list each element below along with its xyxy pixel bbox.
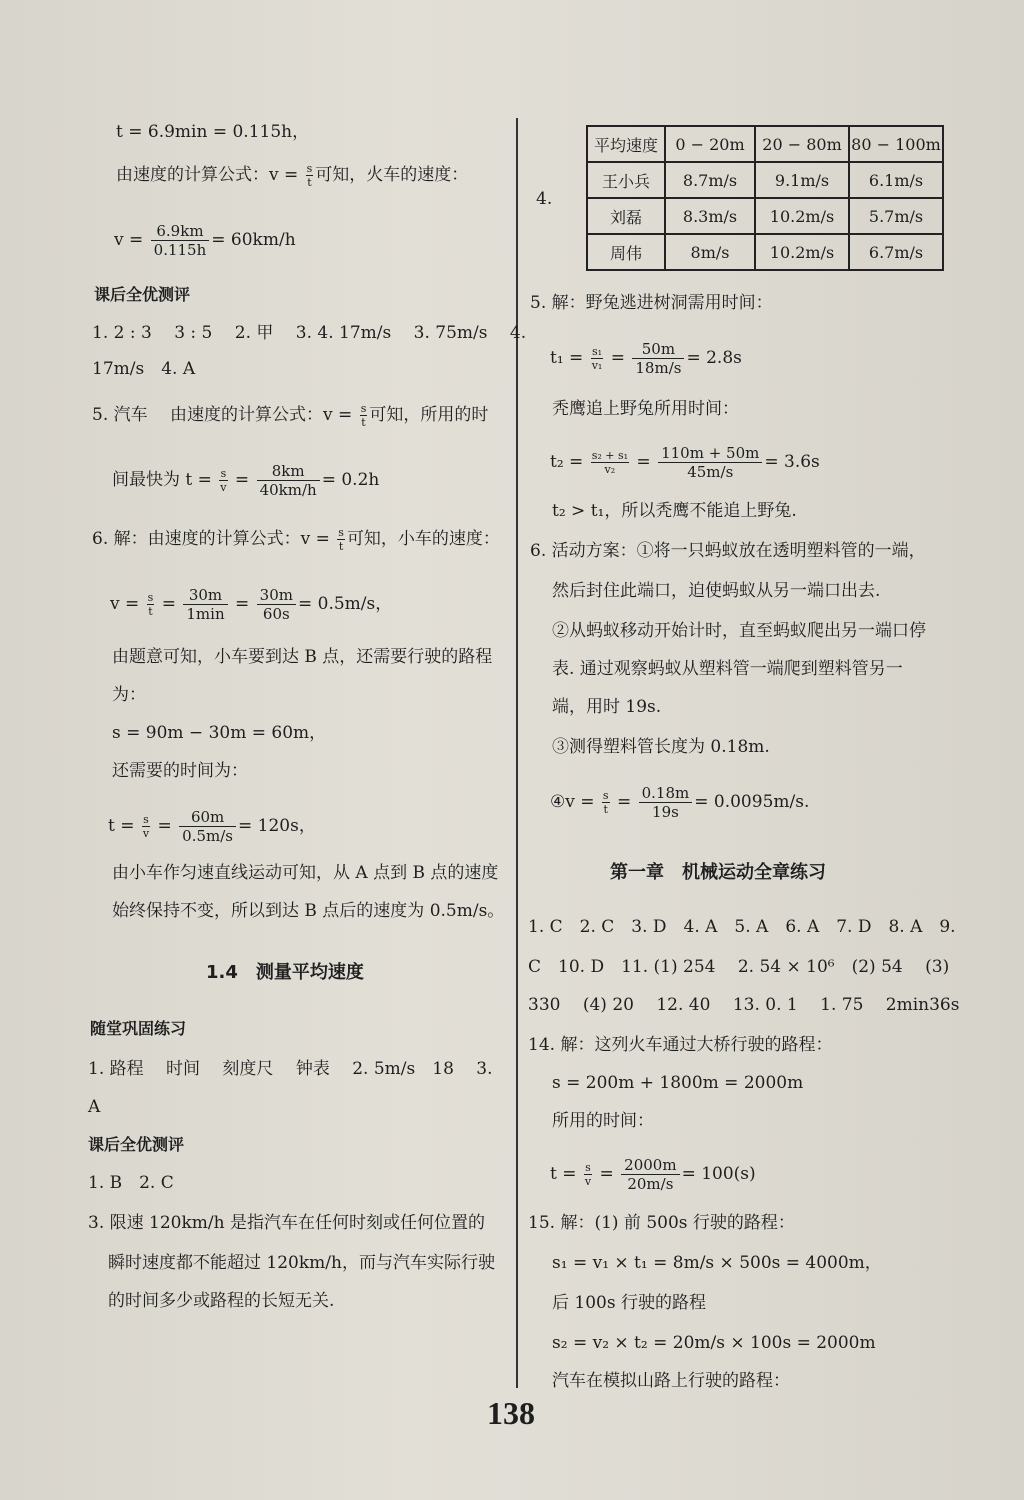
text-line: 表. 通过观察蚂蚁从塑料管一端爬到塑料管另一: [552, 659, 903, 679]
line: t = 6.9min = 0.115h，: [116, 122, 310, 142]
table-row: [587, 234, 943, 270]
fraction: $\frac{30m}{60s}$: [257, 586, 296, 623]
fraction: $\frac{\text{s₂ + s₁}}{\text{v₂}}$: [591, 449, 629, 476]
formula-line: 5. 汽车 由速度的计算公式：v = $\frac{s}{t}$ 可知，所用的时: [92, 402, 489, 429]
formula-line: v = $\frac{6.9km}{0.115h}$ = 60km/h: [114, 222, 296, 259]
formula-line: 间最快为 t = $\frac{s}{v}$ = $\frac{8km}{40km/h}$ = 0.2h: [112, 462, 380, 499]
text-line: ③测得塑料管长度为 0.18m.: [552, 737, 770, 757]
text-line: s₁ = v₁ × t₁ = 8m/s × 500s = 4000m，: [552, 1253, 882, 1273]
fraction: $\frac{\text{s₁}}{\text{v₁}}$: [591, 345, 603, 372]
question-number: 4.: [536, 189, 553, 209]
formula-line: [116, 162, 468, 189]
page-number: 138: [487, 1395, 535, 1431]
fraction: $\frac{50m}{18m/s}$: [632, 340, 684, 377]
formula-line: 6. 解：由速度的计算公式：v = $\frac{s}{t}$ 可知，小车的速度：: [92, 526, 500, 553]
text-line: 端，用时 19s.: [552, 697, 662, 717]
text-line: ②从蚂蚁移动开始计时，直至蚂蚁爬出另一端口停: [552, 621, 926, 641]
text-line: s = 200m + 1800m = 2000m: [552, 1073, 804, 1093]
table-cell: 5.7m/s: [849, 198, 943, 234]
text-line: 所用的时间：: [552, 1111, 654, 1131]
section-label: 课后全优测评: [88, 1135, 185, 1154]
text-line: 15. 解：(1) 前 500s 行驶的路程：: [528, 1213, 795, 1233]
chapter-heading: 第一章 机械运动全章练习: [610, 862, 826, 883]
fraction: $\frac{s}{v}$: [220, 467, 227, 494]
answer-line: A: [88, 1097, 101, 1117]
fraction: $\frac{6.9km}{0.115h}$: [151, 222, 210, 259]
fraction: $\frac{s}{t}$: [360, 402, 367, 429]
fraction: $\frac{s}{t}$: [147, 591, 154, 618]
table-cell: 周伟: [587, 234, 665, 270]
table-cell: 王小兵: [587, 162, 665, 198]
text-line: s₂ = v₂ × t₂ = 20m/s × 100s = 2000m: [552, 1333, 876, 1353]
answer-line: 330 (4) 20 12. 40 13. 0. 1 1. 75 2min36s: [528, 995, 960, 1015]
answer-line: 17m/s 4. A: [92, 359, 196, 379]
speed-table: [586, 125, 944, 271]
formula-line: t₁ = $\frac{\text{s₁}}{\text{v₁}}$ = $\frac{50m}{18m/s}$ = 2.8s: [550, 340, 742, 377]
fraction: $\frac{110m + 50m}{45m/s}$: [658, 444, 762, 481]
text-line: 14. 解：这列火车通过大桥行驶的路程：: [528, 1035, 833, 1055]
table-cell: 10.2m/s: [755, 234, 849, 270]
answer-line: 1. C 2. C 3. D 4. A 5. A 6. A 7. D 8. A 9.: [528, 917, 956, 937]
formula-line: t = $\frac{s}{v}$ = $\frac{60m}{0.5m/s}$ = 120s，: [108, 808, 316, 845]
fraction: $\frac{2000m}{20m/s}$: [621, 1156, 679, 1193]
text: 由速度的计算公式：v =: [116, 165, 304, 185]
formula-line: ④v = $\frac{s}{t}$ = $\frac{0.18m}{19s}$ = 0.0095m/s.: [550, 784, 810, 821]
table-cell: 6.1m/s: [849, 162, 943, 198]
text-line: 还需要的时间为：: [112, 761, 248, 781]
fraction: $\frac{60m}{0.5m/s}$: [179, 808, 236, 845]
fraction: $\frac{0.18m}{19s}$: [639, 784, 693, 821]
text-line: 由题意可知，小车要到达 B 点，还需要行驶的路程: [112, 647, 493, 667]
answer-line: 瞬时速度都不能超过 120km/h，而与汽车实际行驶: [108, 1253, 495, 1273]
table-cell: 8.7m/s: [665, 162, 755, 198]
text-line: 秃鹰追上野兔所用时间：: [552, 399, 739, 419]
text-line: 为：: [112, 685, 146, 705]
table-cell: 20 − 80m: [755, 126, 849, 162]
table-cell: 平均速度: [587, 126, 665, 162]
table-row: [587, 198, 943, 234]
text-line: s = 90m − 30m = 60m，: [112, 723, 327, 743]
table-cell: 刘磊: [587, 198, 665, 234]
table-cell: 6.7m/s: [849, 234, 943, 270]
table-cell: 0 − 20m: [665, 126, 755, 162]
fraction: $\frac{s}{t}$: [306, 162, 313, 189]
text-line: 后 100s 行驶的路程: [552, 1293, 706, 1313]
text-line: 6. 活动方案：①将一只蚂蚁放在透明塑料管的一端，: [530, 541, 926, 561]
answer-line: 1. B 2. C: [88, 1173, 174, 1193]
section-heading: 1.4 测量平均速度: [206, 962, 364, 983]
fraction: $\frac{s}{v}$: [584, 1161, 592, 1188]
fraction: $\frac{8km}{40km/h}$: [257, 462, 320, 499]
column-divider: [516, 118, 518, 1388]
fraction: $\frac{s}{t}$: [602, 789, 609, 816]
section-label: 随堂巩固练习: [90, 1019, 187, 1038]
text-line: 5. 解：野兔逃进树洞需用时间：: [530, 293, 773, 313]
table-cell: 9.1m/s: [755, 162, 849, 198]
text: 可知，火车的速度：: [315, 165, 469, 185]
text-line: 由小车作匀速直线运动可知，从 A 点到 B 点的速度: [112, 863, 499, 883]
table-cell: 8m/s: [665, 234, 755, 270]
formula-line: t₂ = $\frac{\text{s₂ + s₁}}{\text{v₂}}$ = $\frac{110m + 50m}{45m/s}$ = 3.6s: [550, 444, 820, 481]
table-cell: 80 − 100m: [849, 126, 943, 162]
text-line: 汽车在模拟山路上行驶的路程：: [552, 1371, 790, 1391]
answer-line: C 10. D 11. (1) 254 2. 54 × 10⁶ (2) 54 (3): [528, 957, 950, 977]
table-header-row: [587, 126, 943, 162]
formula-line: t = $\frac{s}{v}$ = $\frac{2000m}{20m/s}$ = 100(s): [550, 1156, 756, 1193]
table-cell: 10.2m/s: [755, 198, 849, 234]
table-row: [587, 162, 943, 198]
formula-line: v = $\frac{s}{t}$ = $\frac{30m}{1\min}$ = $\frac{30m}{60s}$ = 0.5m/s，: [110, 586, 393, 623]
answer-line: 1. 路程 时间 刻度尺 钟表 2. 5m/s 18 3.: [88, 1059, 493, 1079]
text-line: t₂ > t₁，所以秃鹰不能追上野兔.: [552, 501, 797, 521]
answer-line: 3. 限速 120km/h 是指汽车在任何时刻或任何位置的: [88, 1213, 485, 1233]
fraction: $\frac{s}{v}$: [142, 813, 150, 840]
table-cell: 8.3m/s: [665, 198, 755, 234]
fraction: $\frac{30m}{1\min}$: [183, 586, 227, 623]
fraction: $\frac{s}{t}$: [338, 526, 344, 553]
answer-line: 的时间多少或路程的长短无关.: [108, 1291, 335, 1311]
text-line: 始终保持不变，所以到达 B 点后的速度为 0.5m/s。: [112, 901, 505, 921]
section-label: 课后全优测评: [94, 285, 191, 304]
text-line: 然后封住此端口，迫使蚂蚁从另一端口出去.: [552, 581, 881, 601]
answer-line: 1. 2 : 3 3 : 5 2. 甲 3. 4. 17m/s 3. 75m/s 4.: [92, 323, 527, 343]
